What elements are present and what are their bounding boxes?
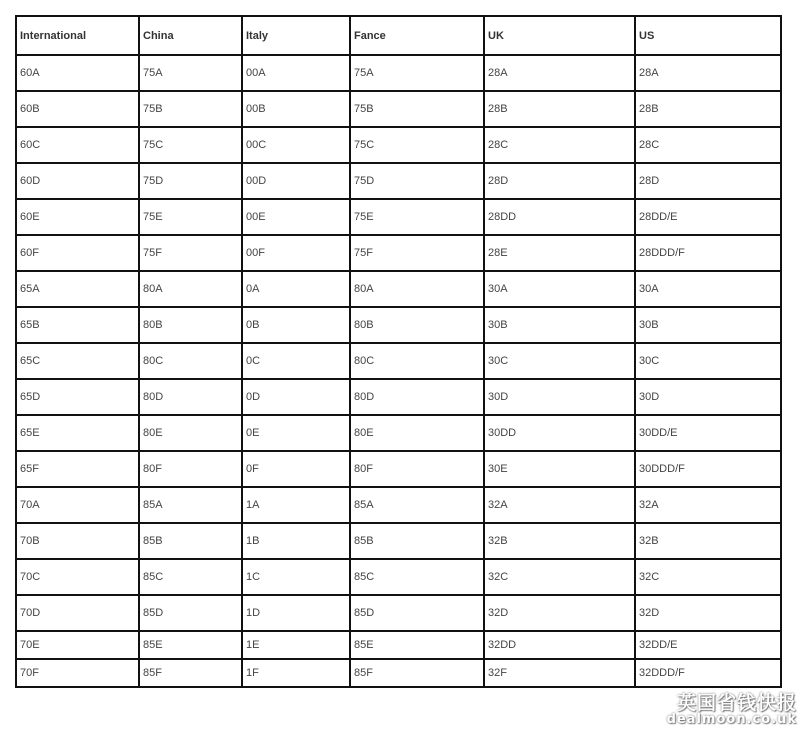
table-row <box>16 55 781 91</box>
cell-uk: 30E <box>484 451 635 487</box>
cell-italy: 0A <box>242 271 350 307</box>
cell-international: 65F <box>16 451 139 487</box>
cell-italy: 1A <box>242 487 350 523</box>
table-row <box>16 271 781 307</box>
cell-france: 80F <box>350 451 484 487</box>
table-row <box>16 379 781 415</box>
cell-france: 85E <box>350 631 484 659</box>
cell-france: 85D <box>350 595 484 631</box>
cell-italy: 0C <box>242 343 350 379</box>
cell-international: 70A <box>16 487 139 523</box>
cell-italy: 1D <box>242 595 350 631</box>
cell-france: 75E <box>350 199 484 235</box>
cell-china: 85D <box>139 595 242 631</box>
cell-international: 65E <box>16 415 139 451</box>
header-italy: Italy <box>242 16 350 55</box>
cell-international: 70F <box>16 659 139 687</box>
cell-italy: 00C <box>242 127 350 163</box>
table-row <box>16 91 781 127</box>
cell-china: 80F <box>139 451 242 487</box>
cell-us: 32DDD/F <box>635 659 781 687</box>
cell-italy: 1C <box>242 559 350 595</box>
cell-italy: 00F <box>242 235 350 271</box>
cell-us: 30D <box>635 379 781 415</box>
cell-uk: 30C <box>484 343 635 379</box>
table-row <box>16 559 781 595</box>
cell-uk: 32C <box>484 559 635 595</box>
cell-international: 70D <box>16 595 139 631</box>
table-row <box>16 487 781 523</box>
watermark-brand: 英国省钱快报 <box>676 692 797 714</box>
cell-france: 85A <box>350 487 484 523</box>
cell-china: 85C <box>139 559 242 595</box>
cell-france: 85B <box>350 523 484 559</box>
table-row <box>16 631 781 659</box>
cell-china: 75D <box>139 163 242 199</box>
table-header <box>16 16 781 55</box>
cell-france: 80A <box>350 271 484 307</box>
cell-france: 85C <box>350 559 484 595</box>
watermark-url: dealmoon.co.uk <box>666 712 797 727</box>
cell-us: 28D <box>635 163 781 199</box>
cell-italy: 1B <box>242 523 350 559</box>
cell-us: 28B <box>635 91 781 127</box>
cell-italy: 1F <box>242 659 350 687</box>
table-body <box>16 55 781 687</box>
cell-france: 75A <box>350 55 484 91</box>
cell-international: 65A <box>16 271 139 307</box>
table-row <box>16 595 781 631</box>
header-china: China <box>139 16 242 55</box>
cell-italy: 1E <box>242 631 350 659</box>
table-row <box>16 127 781 163</box>
cell-china: 75B <box>139 91 242 127</box>
cell-uk: 32D <box>484 595 635 631</box>
cell-uk: 28E <box>484 235 635 271</box>
table-row <box>16 415 781 451</box>
cell-international: 60D <box>16 163 139 199</box>
cell-us: 30C <box>635 343 781 379</box>
cell-uk: 32DD <box>484 631 635 659</box>
cell-us: 28C <box>635 127 781 163</box>
cell-france: 75B <box>350 91 484 127</box>
cell-international: 60F <box>16 235 139 271</box>
cell-italy: 0F <box>242 451 350 487</box>
cell-italy: 0E <box>242 415 350 451</box>
cell-uk: 32B <box>484 523 635 559</box>
cell-italy: 00A <box>242 55 350 91</box>
cell-international: 70C <box>16 559 139 595</box>
cell-italy: 00B <box>242 91 350 127</box>
cell-international: 60E <box>16 199 139 235</box>
cell-international: 70E <box>16 631 139 659</box>
cell-china: 85B <box>139 523 242 559</box>
cell-us: 28A <box>635 55 781 91</box>
cell-china: 80E <box>139 415 242 451</box>
cell-us: 28DD/E <box>635 199 781 235</box>
cell-china: 75C <box>139 127 242 163</box>
cell-international: 60C <box>16 127 139 163</box>
cell-italy: 0D <box>242 379 350 415</box>
cell-france: 80D <box>350 379 484 415</box>
cell-uk: 28D <box>484 163 635 199</box>
cell-china: 80D <box>139 379 242 415</box>
cell-international: 70B <box>16 523 139 559</box>
header-row <box>16 16 781 55</box>
cell-uk: 28A <box>484 55 635 91</box>
cell-us: 30DD/E <box>635 415 781 451</box>
cell-us: 32DD/E <box>635 631 781 659</box>
cell-us: 30DDD/F <box>635 451 781 487</box>
cell-uk: 30D <box>484 379 635 415</box>
cell-international: 60A <box>16 55 139 91</box>
cell-international: 65D <box>16 379 139 415</box>
cell-china: 85F <box>139 659 242 687</box>
cell-france: 85F <box>350 659 484 687</box>
header-us: US <box>635 16 781 55</box>
cell-international: 65C <box>16 343 139 379</box>
cell-china: 85E <box>139 631 242 659</box>
cell-china: 75F <box>139 235 242 271</box>
header-france: Fance <box>350 16 484 55</box>
cell-italy: 00E <box>242 199 350 235</box>
cell-uk: 30A <box>484 271 635 307</box>
watermark <box>667 693 797 727</box>
size-conversion-table <box>15 15 782 688</box>
cell-international: 60B <box>16 91 139 127</box>
cell-international: 65B <box>16 307 139 343</box>
table-row <box>16 199 781 235</box>
table-row <box>16 307 781 343</box>
cell-italy: 00D <box>242 163 350 199</box>
cell-china: 80B <box>139 307 242 343</box>
cell-uk: 30DD <box>484 415 635 451</box>
table-row <box>16 451 781 487</box>
cell-uk: 32A <box>484 487 635 523</box>
cell-france: 80B <box>350 307 484 343</box>
cell-france: 80C <box>350 343 484 379</box>
table-row <box>16 343 781 379</box>
table-row <box>16 235 781 271</box>
cell-china: 75A <box>139 55 242 91</box>
cell-us: 28DDD/F <box>635 235 781 271</box>
cell-us: 32B <box>635 523 781 559</box>
cell-uk: 28DD <box>484 199 635 235</box>
header-international: International <box>16 16 139 55</box>
cell-uk: 32F <box>484 659 635 687</box>
cell-uk: 28C <box>484 127 635 163</box>
table-row <box>16 163 781 199</box>
cell-china: 75E <box>139 199 242 235</box>
cell-uk: 28B <box>484 91 635 127</box>
table-row <box>16 523 781 559</box>
cell-france: 75D <box>350 163 484 199</box>
cell-china: 80A <box>139 271 242 307</box>
cell-us: 32A <box>635 487 781 523</box>
cell-us: 30B <box>635 307 781 343</box>
table-row <box>16 659 781 687</box>
cell-france: 80E <box>350 415 484 451</box>
cell-china: 85A <box>139 487 242 523</box>
cell-italy: 0B <box>242 307 350 343</box>
cell-france: 75F <box>350 235 484 271</box>
header-uk: UK <box>484 16 635 55</box>
cell-us: 32C <box>635 559 781 595</box>
cell-france: 75C <box>350 127 484 163</box>
cell-us: 30A <box>635 271 781 307</box>
cell-china: 80C <box>139 343 242 379</box>
cell-us: 32D <box>635 595 781 631</box>
cell-uk: 30B <box>484 307 635 343</box>
